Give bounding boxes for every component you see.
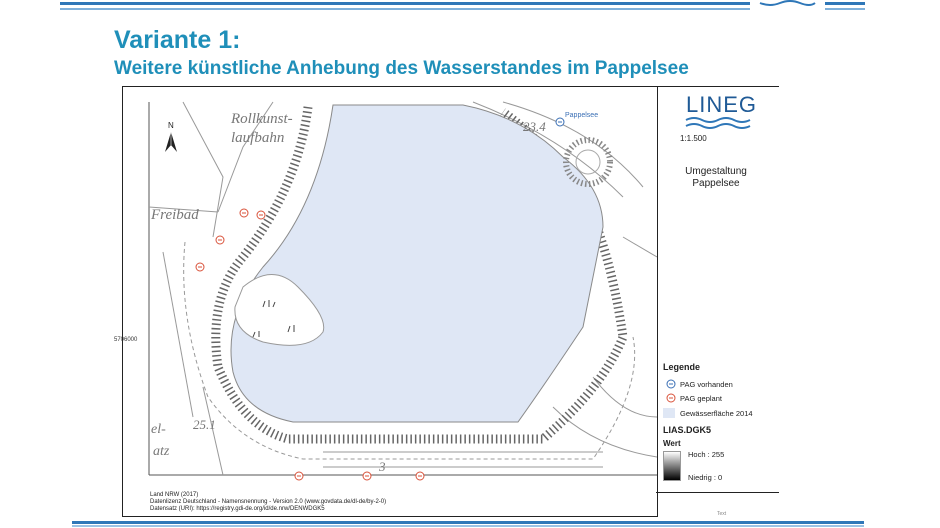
project-title [668,166,764,190]
legend-item-pag-planned: PAG geplant [680,394,722,403]
page-subtitle: Weitere künstliche Anhebung des Wasserstandes im Pappelsee [114,58,689,79]
pag-existing-marker [556,118,564,126]
water-legend-swatch [663,408,675,418]
map-credits [150,492,386,513]
project-line-1: Umgestaltung [685,166,747,177]
credit-line: Datensatz (URI): https://registry.gdi-de.org/id/de.nrw/DENWDGK5 [150,506,325,512]
map-label-rollkunst-2: laufbahn [231,130,285,146]
raster-low-label: Niedrig : 0 [688,473,723,482]
legend-title: Legende [663,362,701,372]
svg-text:N: N [168,121,174,130]
credit-line: Datenlizenz Deutschland - Namensnennung - Version 2.0 (www.govdata.de/dl-de/by-2-0) [150,499,387,505]
coordinate-label: 5706000 [114,337,138,343]
map-canvas [123,87,657,516]
map-label-3: 3 [379,459,386,474]
bottom-decor-band [0,519,940,528]
map-label-atz: atz [153,444,170,459]
map-label-rollkunst-1: Rollkunst- [231,111,293,127]
legend-item-water: Gewässerfläche 2014 [680,409,753,418]
map-frame [122,86,658,517]
footer-tiny-text: Text [717,511,727,517]
raster-color-ramp [663,451,681,481]
pag-existing-legend-icon [666,379,676,389]
raster-title: LIAS.DGK5 [663,425,712,435]
raster-high-label: Hoch : 255 [688,450,725,459]
lineg-logo: LINEG [686,92,758,117]
map-scale: 1:1.500 [680,134,707,143]
pag-planned-legend-icon [666,393,676,403]
map-label-234: 23.4 [523,119,546,134]
raster-subtitle: Wert [663,439,681,448]
page-title: Variante 1: [114,26,241,54]
credit-line: Land NRW (2017) [150,492,199,498]
lineg-logo-waves-icon [684,117,752,131]
project-line-2: Pappelsee [692,178,740,189]
map-label-251: 25.1 [193,417,216,432]
top-decor-band [0,0,940,14]
map-label-el: el- [151,422,166,437]
map-label-freibad: Freibad [151,207,199,223]
legend-item-pag-existing: PAG vorhanden [680,380,733,389]
map-label-pappelsee: Pappelsee [565,112,599,119]
